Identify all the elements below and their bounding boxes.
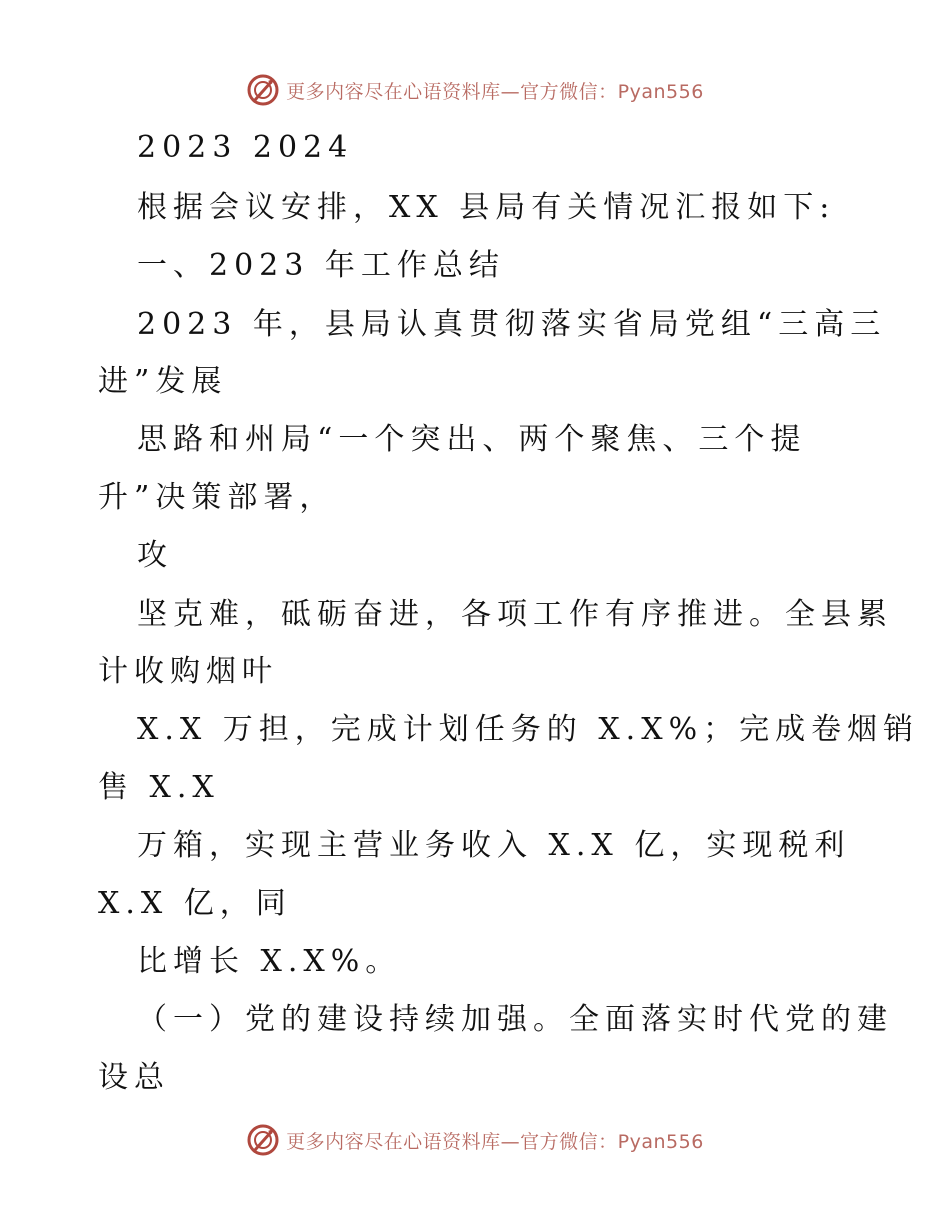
text-line: X.X 亿，同 [98, 886, 292, 921]
header-watermark [0, 70, 950, 110]
text-line: 2023 年，县局认真贯彻落实省局党组“三高三 [137, 307, 887, 342]
footer-watermark [0, 1120, 950, 1160]
text-line: 进”发展 [98, 364, 228, 399]
text-line: 根据会议安排，XX 县局有关情况汇报如下: [137, 190, 836, 225]
footer-watermark-text: 更多内容尽在心语资料库—官方微信：Pyan556 [286, 1130, 704, 1153]
text-line: 思路和州局“一个突出、两个聚焦、三个提 [137, 422, 807, 457]
text-line: X.X 万担，完成计划任务的 X.X%；完成卷烟销 [137, 712, 920, 747]
text-line: 计收购烟叶 [98, 654, 278, 689]
text-line: 攻 [137, 538, 173, 573]
logo-icon [246, 73, 280, 107]
text-line: 设总 [98, 1060, 170, 1095]
section-heading: 一、2023 年工作总结 [137, 248, 505, 283]
text-line: 2023 2024 [137, 130, 354, 165]
logo-icon [246, 1123, 280, 1157]
text-line: 坚克难，砥砺奋进，各项工作有序推进。全县累 [137, 597, 893, 632]
text-line: 万箱，实现主营业务收入 X.X 亿，实现税利 [137, 828, 851, 863]
text-line: 售 X.X [98, 770, 220, 805]
section-heading: （一）党的建设持续加强。全面落实时代党的建 [137, 1002, 893, 1037]
text-line: 比增长 X.X%。 [137, 944, 402, 979]
text-line: 升”决策部署， [98, 480, 336, 515]
header-watermark-text: 更多内容尽在心语资料库—官方微信：Pyan556 [286, 80, 704, 103]
